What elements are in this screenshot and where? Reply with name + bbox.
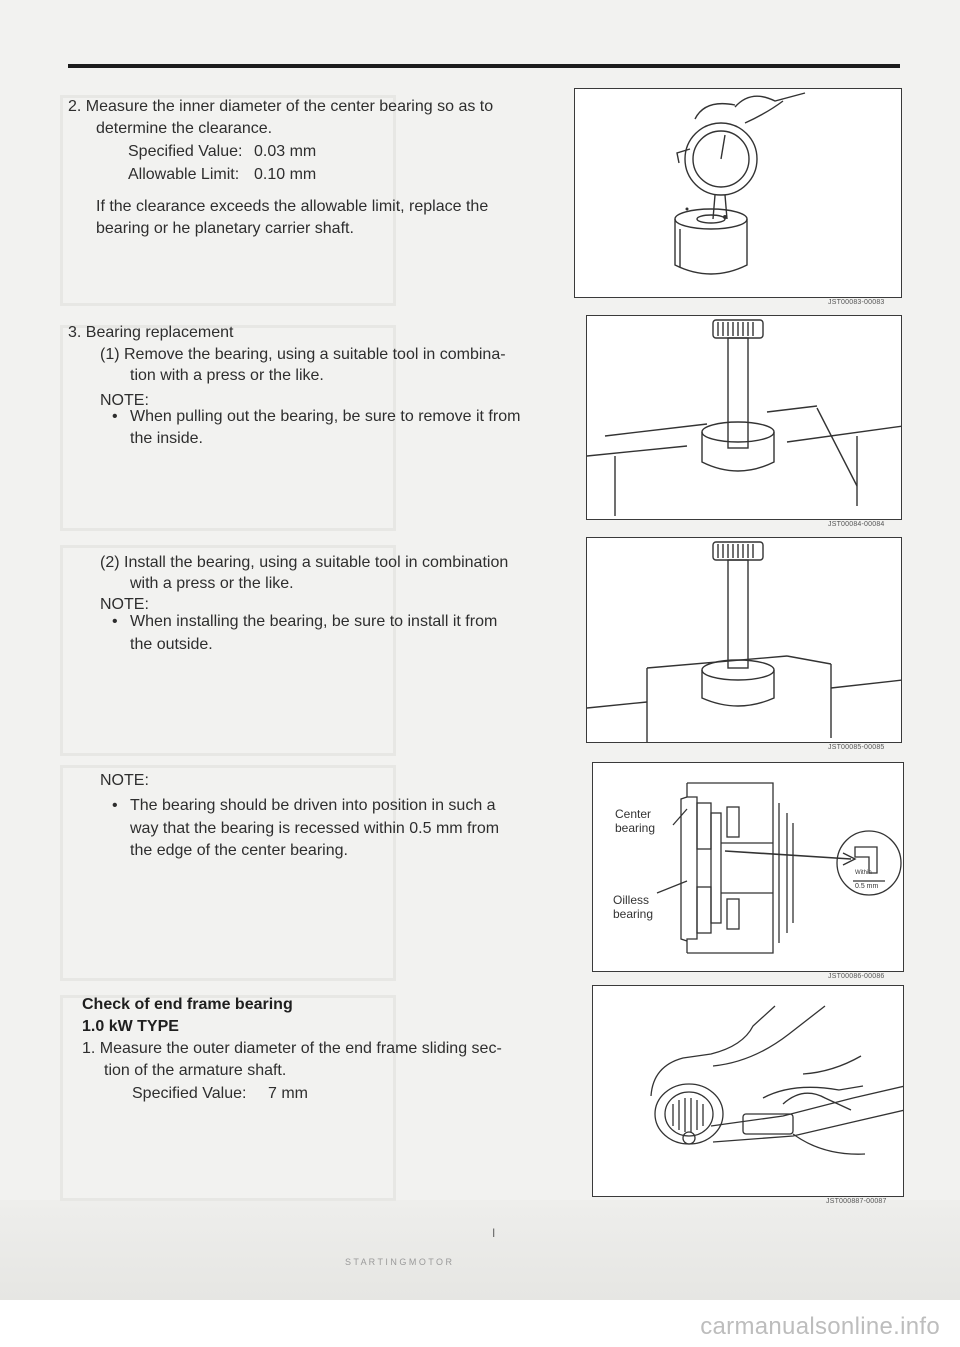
- step-3-2-line-1: (2) Install the bearing, using a suitable tool in combination: [100, 554, 509, 571]
- clearance-paragraph-line-2: bearing or he planetary carrier shaft.: [96, 220, 354, 237]
- end-frame-spec-label: Specified Value:: [132, 1085, 247, 1102]
- end-frame-step-line-1: 1. Measure the outer diameter of the end frame sliding sec-: [82, 1040, 502, 1057]
- note-1-label: NOTE:: [100, 392, 149, 409]
- specified-value: 0.03 mm: [254, 143, 317, 160]
- oilless-bearing-label-2: bearing: [613, 907, 654, 921]
- note-3-label: NOTE:: [100, 772, 149, 789]
- clearance-paragraph-line-1: If the clearance exceeds the allowable limit, replace the: [96, 198, 489, 215]
- allowable-limit-label: Allowable Limit:: [128, 166, 240, 183]
- step-3-title: 3. Bearing replacement: [68, 324, 234, 341]
- note-1-line-1: • When pulling out the bearing, be sure to remove it from: [130, 406, 520, 427]
- figure-dial-gauge: [574, 88, 902, 298]
- end-frame-step-line-2: tion of the armature shaft.: [104, 1062, 287, 1079]
- specified-value-label: Specified Value:: [128, 143, 243, 160]
- figure-2-code: JST00084-00084: [828, 521, 885, 528]
- note-3-line-3: the edge of the center bearing.: [130, 842, 348, 859]
- note-2-line-2: the outside.: [130, 636, 213, 653]
- dimension-label: 0.5 mm: [855, 883, 879, 890]
- figure-install-bearing: [586, 537, 902, 743]
- figure-4-code: JST00086-00086: [828, 973, 885, 980]
- step-3-2-line-2: with a press or the like.: [130, 575, 294, 592]
- note-2-label: NOTE:: [100, 596, 149, 613]
- step-2-title-cont: determine the clearance.: [96, 120, 273, 137]
- page-footer: S T A R T I N G M O T O R: [345, 1257, 453, 1267]
- allowable-limit-value: 0.10 mm: [254, 166, 317, 183]
- press-install-illustration: [587, 538, 902, 743]
- press-remove-illustration: [587, 316, 902, 520]
- within-label: Within: [855, 870, 872, 876]
- end-frame-subheading: 1.0 kW TYPE: [82, 1018, 179, 1035]
- center-bearing-label-1: Center: [615, 807, 652, 821]
- watermark: carmanualsonline.info: [700, 1313, 940, 1340]
- figure-micrometer: [592, 985, 904, 1197]
- figure-1-code: JST00083-00083: [828, 299, 885, 306]
- step-3-1-line-1: (1) Remove the bearing, using a suitable tool in combina-: [100, 346, 506, 363]
- page-number: I: [492, 1226, 496, 1240]
- note-3-line-1: • The bearing should be driven into position in such a: [130, 795, 496, 816]
- end-frame-spec-value: 7 mm: [268, 1085, 308, 1102]
- center-bearing-label-2: bearing: [615, 821, 656, 835]
- figure-bearing-section: [592, 762, 904, 972]
- step-2-title: 2. Measure the inner diameter of the center bearing so as to: [68, 98, 494, 115]
- figure-remove-bearing: [586, 315, 902, 520]
- note-1-line-2: the inside.: [130, 430, 203, 447]
- micrometer-illustration: [593, 986, 904, 1197]
- header-rule: [68, 64, 900, 68]
- bearing-section-illustration: [593, 763, 904, 972]
- note-3-line-2: way that the bearing is recessed within 0.5 mm from: [130, 820, 500, 837]
- end-frame-heading: Check of end frame bearing: [82, 996, 293, 1013]
- figure-3-code: JST00085-00085: [828, 744, 885, 751]
- step-3-1-line-2: tion with a press or the like.: [130, 367, 324, 384]
- dial-gauge-illustration: [575, 89, 902, 298]
- oilless-bearing-label-1: Oilless: [613, 893, 650, 907]
- figure-5-code: JST000887-00087: [826, 1198, 887, 1205]
- page-shadow: [0, 1200, 960, 1300]
- note-2-line-1: • When installing the bearing, be sure to install it from: [130, 611, 497, 632]
